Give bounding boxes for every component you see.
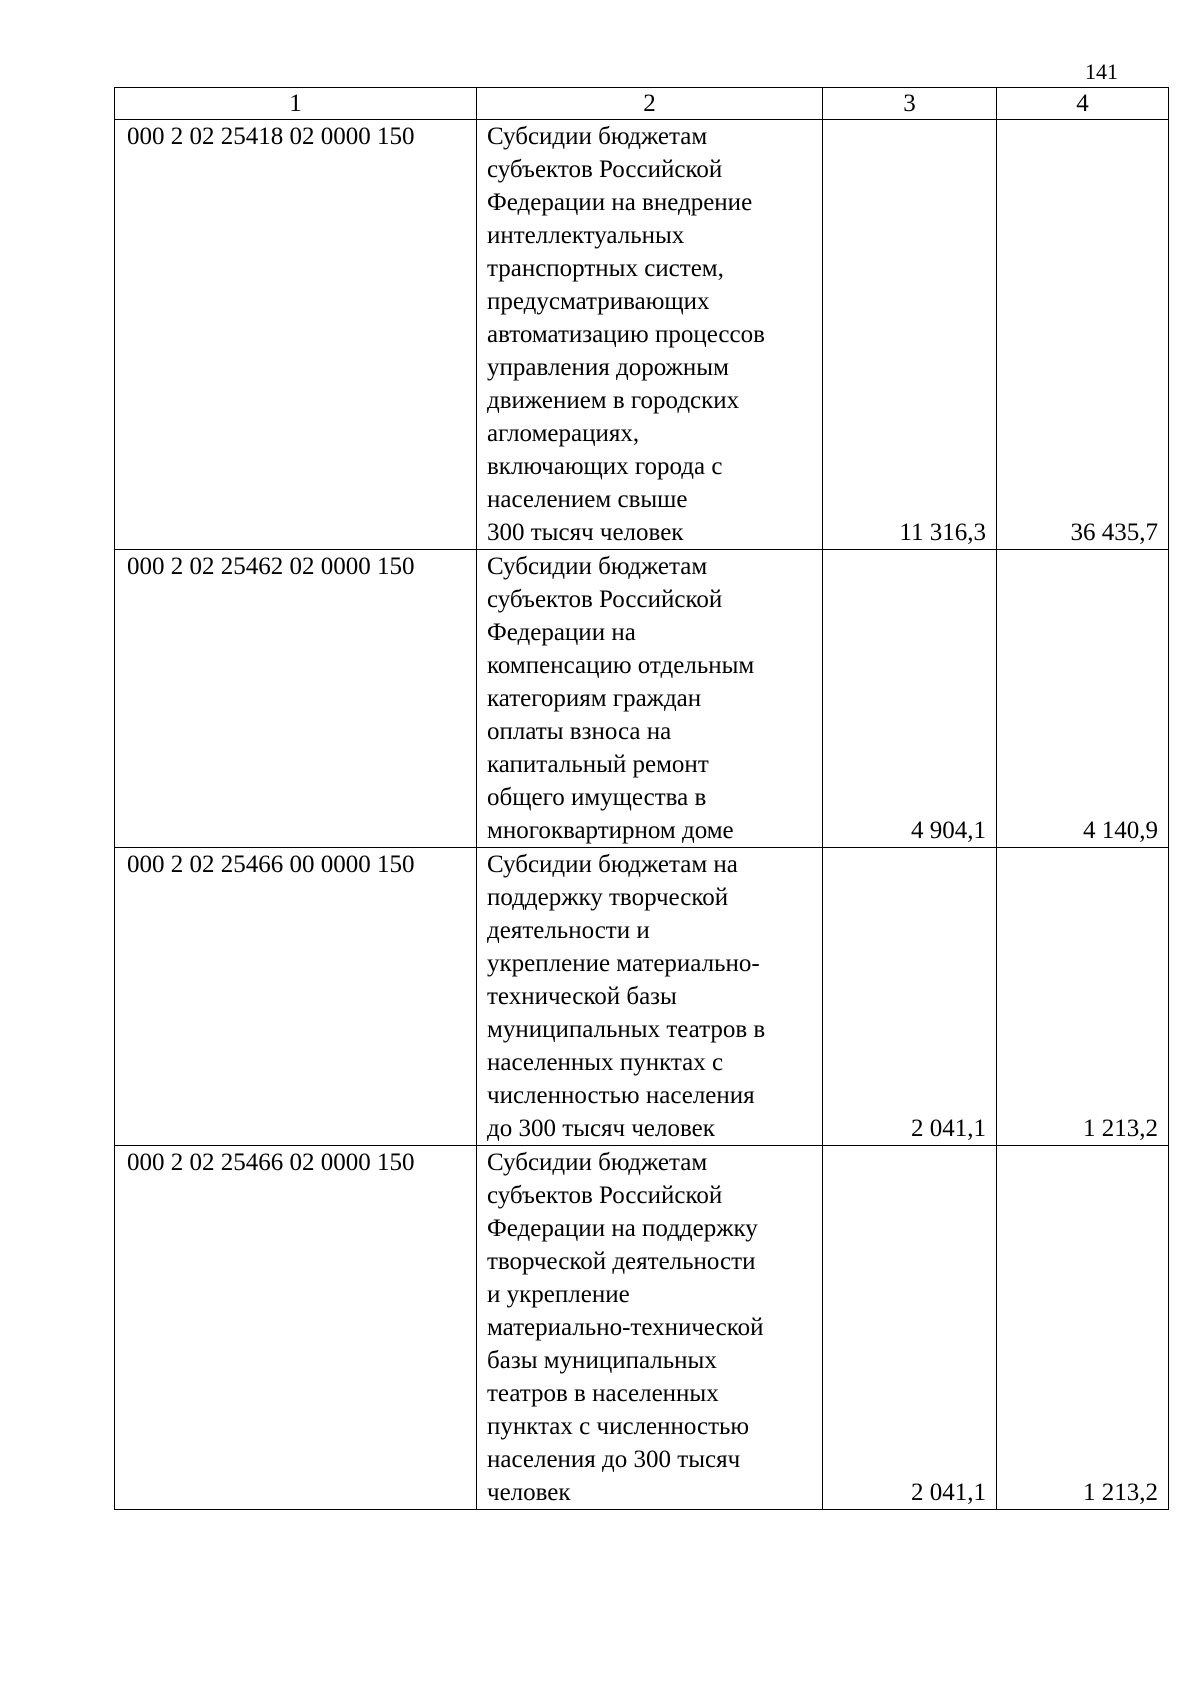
description-line: компенсацию отдельным [487,652,755,679]
description-line: технической базы [487,983,677,1010]
description-line: субъектов Российской [487,1182,723,1209]
description-line: Федерации на поддержку [487,1215,758,1242]
value-col4-cell: 36 435,7 [997,120,1169,550]
description-line: субъектов Российской [487,156,723,183]
column-header-1: 1 [115,88,477,120]
description-line: Субсидии бюджетам на [487,851,738,878]
value-col4-cell: 1 213,2 [997,848,1169,1146]
value-col3-cell: 2 041,1 [823,1146,997,1510]
description-line: включающих города с [487,453,723,480]
description-line: движением в городских [487,387,740,414]
description-line: многоквартирном доме [487,817,734,844]
budget-code-cell: 000 2 02 25466 00 0000 150 [115,848,477,1146]
description-line: до 300 тысяч человек [487,1115,715,1142]
value-col3-cell: 2 041,1 [823,848,997,1146]
description-line: человек [487,1479,571,1506]
table-row [115,1146,1169,1510]
description-line: и укрепление [487,1281,630,1308]
column-header-2: 2 [477,88,823,120]
description-line: автоматизацию процессов [487,321,765,348]
description-line: 300 тысяч человек [487,519,684,546]
description-cell [477,848,823,1146]
description-line: Федерации на [487,619,636,646]
column-header-3: 3 [823,88,997,120]
description-cell [477,1146,823,1510]
description-line: Субсидии бюджетам [487,123,708,150]
value-col3-cell: 4 904,1 [823,550,997,848]
table-row [115,120,1169,550]
value-col4-cell: 1 213,2 [997,1146,1169,1510]
description-cell [477,120,823,550]
description-line: численностью населения [487,1082,755,1109]
description-line: деятельности и [487,917,650,944]
description-line: субъектов Российской [487,586,723,613]
table-row [115,550,1169,848]
description-line: населения до 300 тысяч [487,1446,741,1473]
description-line: категориям граждан [487,685,702,712]
description-line: театров в населенных [487,1380,719,1407]
description-line: агломерациях, [487,420,640,447]
description-line: творческой деятельности [487,1248,756,1275]
budget-table [114,87,1169,1510]
description-line: Субсидии бюджетам [487,1149,708,1176]
table-row [115,848,1169,1146]
description-line: Федерации на внедрение [487,189,753,216]
description-line: оплаты взноса на [487,718,672,745]
description-line: поддержку творческой [487,884,729,911]
description-line: населенных пунктах с [487,1049,724,1076]
description-line: базы муниципальных [487,1347,717,1374]
description-line: транспортных систем, [487,255,724,282]
description-cell [477,550,823,848]
description-line: населением свыше [487,486,688,513]
budget-code-cell: 000 2 02 25462 02 0000 150 [115,550,477,848]
description-line: муниципальных театров в [487,1016,766,1043]
table-header-row [115,88,1169,120]
description-line: укрепление материально- [487,950,760,977]
description-line: управления дорожным [487,354,729,381]
description-line: предусматривающих [487,288,710,315]
value-col3-cell: 11 316,3 [823,120,997,550]
budget-code-cell: 000 2 02 25418 02 0000 150 [115,120,477,550]
description-line: интеллектуальных [487,222,685,249]
page-number: 141 [1085,59,1118,84]
description-line: капитальный ремонт [487,751,709,778]
description-line: материально-технической [487,1314,764,1341]
column-header-4: 4 [997,88,1169,120]
description-line: Субсидии бюджетам [487,553,708,580]
value-col4-cell: 4 140,9 [997,550,1169,848]
description-line: общего имущества в [487,784,707,811]
budget-code-cell: 000 2 02 25466 02 0000 150 [115,1146,477,1510]
description-line: пунктах с численностью [487,1413,750,1440]
